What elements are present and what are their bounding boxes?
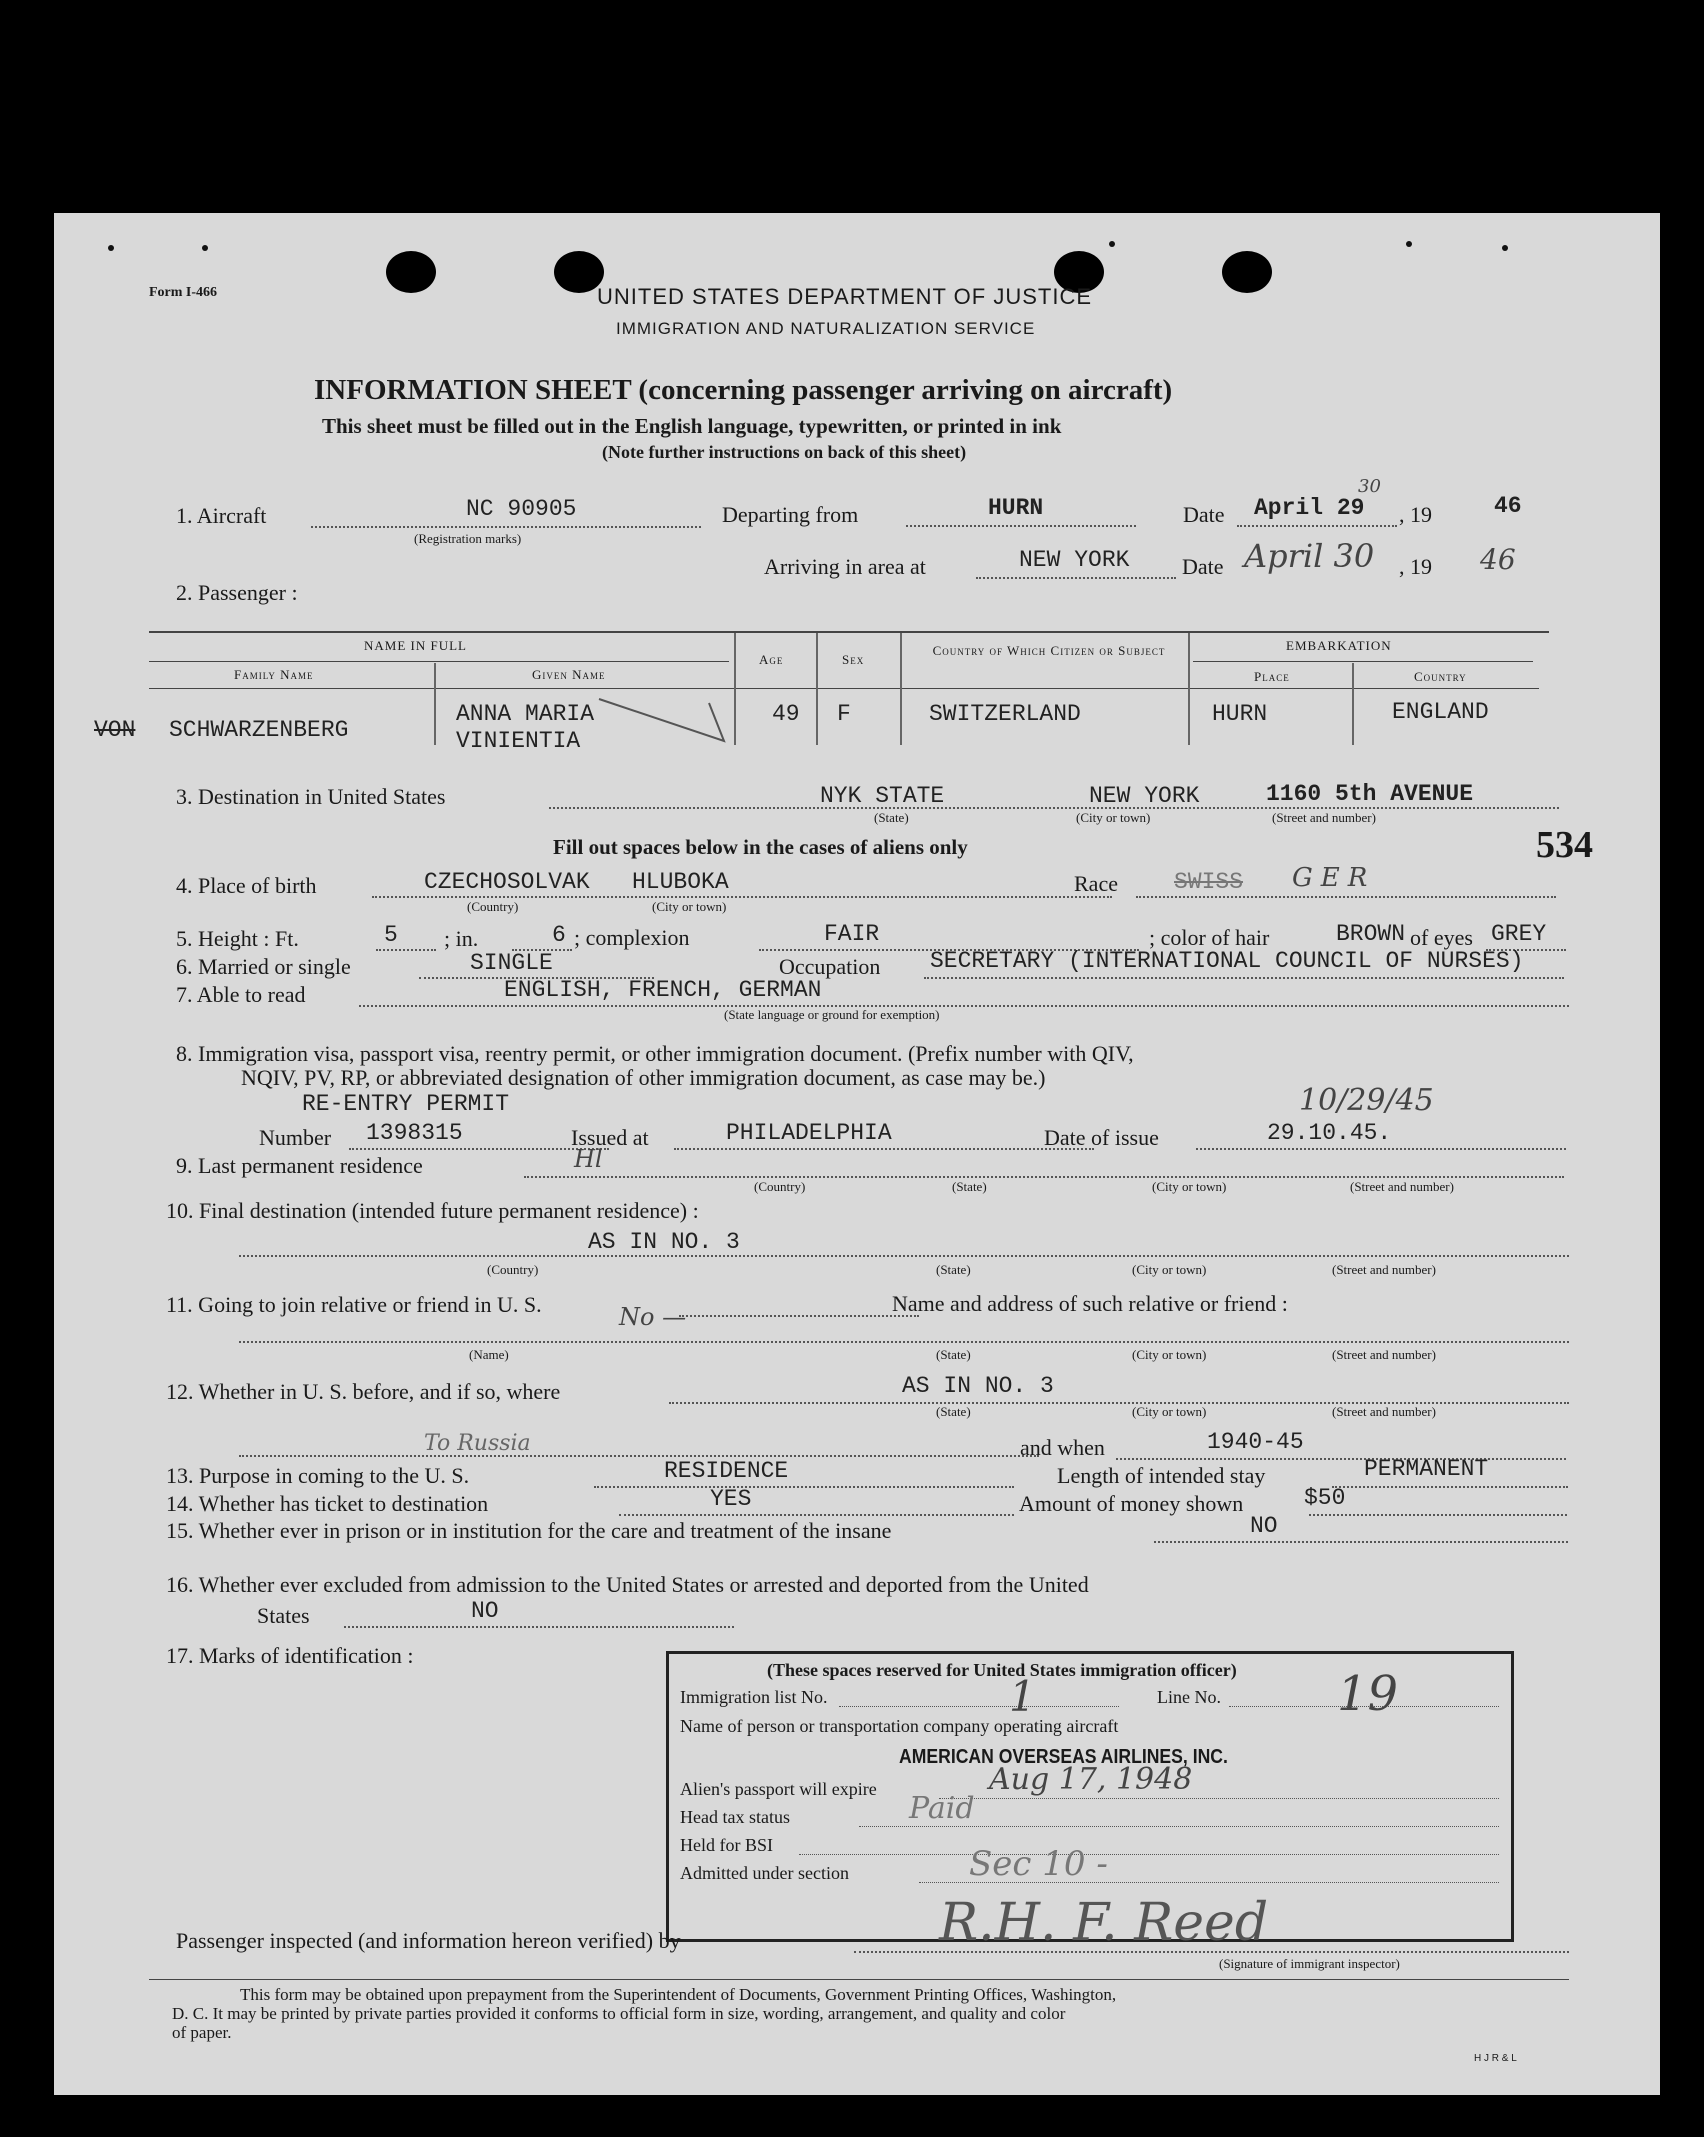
- money-label: Amount of money shown: [1019, 1491, 1244, 1516]
- place-header: Place: [1254, 669, 1290, 684]
- visa-number-label: Number: [259, 1125, 332, 1150]
- before-label: 12. Whether in U. S. before, and if so, where: [166, 1379, 561, 1404]
- residence-country-caption: (Country): [754, 1179, 806, 1194]
- prison-label: 15. Whether ever in prison or in institution for the care and treatment of the insane: [166, 1518, 892, 1543]
- issued-value: PHILADELPHIA: [726, 1120, 892, 1146]
- excluded-label-1: 16. Whether ever excluded from admission to the United States or arrested and deported from the United: [166, 1572, 1089, 1597]
- birth-city: HLUBOKA: [632, 869, 729, 895]
- before-hand-note: To Russia: [424, 1431, 531, 1456]
- before-street-caption: (Street and number): [1332, 1404, 1436, 1419]
- form-title: INFORMATION SHEET (concerning passenger arriving on aircraft): [314, 374, 1173, 406]
- aircraft-value: NC 90905: [466, 496, 577, 522]
- join-state-caption: (State): [936, 1347, 971, 1362]
- arrival-date-value: April 30: [1244, 537, 1375, 575]
- purpose-value: RESIDENCE: [664, 1458, 789, 1484]
- destination-street-caption: (Street and number): [1272, 810, 1376, 825]
- embark-country-value: ENGLAND: [1392, 699, 1489, 725]
- family-name-header: Family Name: [234, 667, 314, 682]
- visa-doc-type: RE-ENTRY PERMIT: [302, 1091, 510, 1117]
- aliens-heading: Fill out spaces below in the cases of aliens only: [553, 835, 968, 859]
- final-street-caption: (Street and number): [1332, 1262, 1436, 1277]
- residence-value: Hl: [574, 1145, 603, 1173]
- name-in-full-header: NAME IN FULL: [364, 638, 467, 653]
- citizen-value: SWITZERLAND: [929, 701, 1081, 727]
- form-sheet: [54, 213, 1660, 2095]
- given-name-value: ANNA MARIA: [456, 701, 595, 727]
- year-value: 46: [1494, 493, 1522, 519]
- height-inches: 6: [552, 922, 566, 948]
- height-feet: 5: [384, 922, 398, 948]
- aircraft-label: 1. Aircraft: [176, 503, 267, 528]
- sex-value: F: [837, 701, 851, 727]
- occupation-label: Occupation: [779, 954, 881, 979]
- join-name-caption: (Name): [469, 1347, 509, 1362]
- final-city-caption: (City or town): [1132, 1262, 1207, 1277]
- admitted-label: Admitted under section: [680, 1863, 849, 1883]
- tax-label: Head tax status: [680, 1807, 790, 1827]
- destination-state-caption: (State): [874, 810, 909, 825]
- join-value: No —: [619, 1303, 687, 1331]
- final-destination-label: 10. Final destination (intended future permanent residence) :: [166, 1198, 699, 1223]
- embarkation-header: EMBARKATION: [1286, 638, 1392, 653]
- list-label: Immigration list No.: [680, 1687, 828, 1707]
- signature-caption: (Signature of immigrant inspector): [1219, 1956, 1400, 1971]
- age-header: Age: [759, 652, 784, 667]
- family-name-value: SCHWARZENBERG: [169, 717, 349, 743]
- issue-date-hand: 10/29/45: [1299, 1083, 1434, 1118]
- final-state-caption: (State): [936, 1262, 971, 1277]
- footer-line-1: This form may be obtained upon prepayment from the Superintendent of Documents, Government Printing Offices, Washington,: [240, 1985, 1117, 2004]
- speck: [108, 245, 114, 251]
- race-struck: SWISS: [1174, 869, 1244, 895]
- destination-label: 3. Destination in United States: [176, 784, 446, 809]
- race-label: Race: [1074, 871, 1118, 896]
- before-state-caption: (State): [936, 1404, 971, 1419]
- final-destination-value: AS IN NO. 3: [588, 1229, 740, 1255]
- final-country-caption: (Country): [487, 1262, 539, 1277]
- officer-box-heading: (These spaces reserved for United States immigration officer): [767, 1660, 1237, 1680]
- ticket-value: YES: [710, 1486, 752, 1512]
- occupation-value: SECRETARY (INTERNATIONAL COUNCIL OF NURSES): [930, 948, 1524, 974]
- birth-label: 4. Place of birth: [176, 873, 317, 898]
- speck: [202, 245, 208, 251]
- married-label: 6. Married or single: [176, 954, 351, 979]
- join-street-caption: (Street and number): [1332, 1347, 1436, 1362]
- speck: [1406, 241, 1412, 247]
- list-value: 1: [1009, 1672, 1036, 1721]
- hair-value: BROWN: [1336, 921, 1406, 947]
- form-subtitle: This sheet must be filled out in the English language, typewritten, or printed in ink: [322, 414, 1062, 438]
- year-prefix: , 19: [1399, 502, 1432, 527]
- eyes-label: of eyes: [1410, 925, 1473, 950]
- read-label: 7. Able to read: [176, 982, 306, 1007]
- company-value: AMERICAN OVERSEAS AIRLINES, INC.: [899, 1746, 1228, 1768]
- complexion-label: ; complexion: [574, 925, 690, 950]
- visa-number: 1398315: [366, 1120, 463, 1146]
- arriving-value: NEW YORK: [1019, 547, 1130, 573]
- admitted-value: Sec 10 -: [969, 1844, 1108, 1884]
- stay-label: Length of intended stay: [1057, 1463, 1266, 1488]
- inches-label: ; in.: [444, 926, 479, 951]
- before-value: AS IN NO. 3: [902, 1373, 1054, 1399]
- visa-label-1: 8. Immigration visa, passport visa, reentry permit, or other immigration document. (Prefix number with QIV,: [176, 1041, 1134, 1066]
- form-note: (Note further instructions on back of this sheet): [602, 442, 967, 462]
- footer-line-2: D. C. It may be printed by private parties provided it conforms to official form in size, wording, arrangement, and quality and color: [172, 2004, 1066, 2023]
- married-value: SINGLE: [470, 950, 553, 976]
- given-name-header: Given Name: [532, 667, 606, 682]
- when-value: 1940-45: [1207, 1429, 1304, 1455]
- form-number: Form I-466: [149, 285, 218, 300]
- line-value: 19: [1337, 1666, 1399, 1722]
- race-value: GER: [1292, 863, 1376, 893]
- agency-name: UNITED STATES DEPARTMENT OF JUSTICE: [597, 284, 1093, 309]
- printer-mark: H J R & L: [1474, 2053, 1517, 2064]
- given-name-value-2: VINIENTIA: [456, 728, 581, 754]
- ticket-label: 14. Whether has ticket to destination: [166, 1491, 489, 1516]
- arrival-date-label: Date: [1182, 554, 1224, 579]
- birth-country-caption: (Country): [467, 899, 519, 914]
- country-header: Country: [1414, 669, 1467, 684]
- tax-value: Paid: [909, 1791, 975, 1826]
- read-caption: (State language or ground for exemption): [724, 1007, 940, 1022]
- date-correction: 30: [1358, 476, 1381, 497]
- passport-value: Aug 17, 1948: [989, 1762, 1193, 1797]
- join-label: 11. Going to join relative or friend in U. S.: [166, 1292, 542, 1317]
- join-name-label: Name and address of such relative or friend :: [892, 1291, 1288, 1316]
- age-value: 49: [772, 701, 800, 727]
- before-city-caption: (City or town): [1132, 1404, 1207, 1419]
- bsi-label: Held for BSI: [680, 1835, 773, 1855]
- destination-state: NYK STATE: [820, 783, 945, 809]
- sex-header: Sex: [842, 652, 865, 667]
- issue-date-value: 29.10.45.: [1267, 1120, 1392, 1146]
- eyes-value: GREY: [1491, 921, 1547, 947]
- arrival-year-value: 46: [1480, 543, 1516, 576]
- hair-label: ; color of hair: [1149, 925, 1270, 950]
- arrival-year-prefix: , 19: [1399, 554, 1432, 579]
- residence-city-caption: (City or town): [1152, 1179, 1227, 1194]
- punch-hole: [386, 251, 436, 293]
- destination-city: NEW YORK: [1089, 783, 1200, 809]
- inspector-signature: R.H. F. Reed: [939, 1893, 1269, 1953]
- departure-date-value: April 29: [1254, 495, 1365, 521]
- registration-caption: (Registration marks): [414, 531, 522, 546]
- money-value: $50: [1304, 1485, 1346, 1511]
- marks-label: 17. Marks of identification :: [166, 1643, 414, 1668]
- when-label: and when: [1020, 1435, 1105, 1460]
- embark-place-value: HURN: [1212, 701, 1268, 727]
- birth-country: CZECHOSOLVAK: [424, 869, 590, 895]
- destination-city-caption: (City or town): [1076, 810, 1151, 825]
- citizen-header: Country of Which Citizen or Subject: [932, 643, 1166, 658]
- arriving-label: Arriving in area at: [764, 554, 926, 579]
- departing-value: HURN: [988, 495, 1044, 521]
- purpose-label: 13. Purpose in coming to the U. S.: [166, 1463, 470, 1488]
- date-label: Date: [1183, 502, 1225, 527]
- company-label: Name of person or transportation company operating aircraft: [680, 1716, 1119, 1736]
- speck: [1502, 245, 1508, 251]
- speck: [1109, 241, 1115, 247]
- issue-date-label: Date of issue: [1044, 1125, 1159, 1150]
- inspected-label: Passenger inspected (and information hereon verified) by: [176, 1928, 681, 1953]
- residence-state-caption: (State): [952, 1179, 987, 1194]
- page-stamp: 534: [1536, 824, 1593, 866]
- excluded-label-2: States: [257, 1603, 310, 1628]
- complexion-value: FAIR: [824, 921, 880, 947]
- visa-label-2: NQIV, PV, RP, or abbreviated designation of other immigration document, as case may be.): [241, 1065, 1046, 1090]
- residence-label: 9. Last permanent residence: [176, 1153, 423, 1178]
- read-value: ENGLISH, FRENCH, GERMAN: [504, 977, 822, 1003]
- footer-line-3: of paper.: [172, 2023, 232, 2042]
- passenger-label: 2. Passenger :: [176, 580, 298, 605]
- stay-value: PERMANENT: [1364, 1456, 1489, 1482]
- departing-label: Departing from: [722, 502, 859, 527]
- passport-label: Alien's passport will expire: [680, 1779, 877, 1799]
- height-label: 5. Height : Ft.: [176, 926, 299, 951]
- residence-street-caption: (Street and number): [1350, 1179, 1454, 1194]
- prison-value: NO: [1250, 1513, 1278, 1539]
- issued-label: Issued at: [571, 1125, 649, 1150]
- punch-hole: [1222, 251, 1272, 293]
- join-city-caption: (City or town): [1132, 1347, 1207, 1362]
- struck-prefix: VON: [94, 717, 136, 743]
- line-label: Line No.: [1157, 1687, 1221, 1707]
- pen-mark: [594, 691, 734, 751]
- excluded-value: NO: [471, 1598, 499, 1624]
- birth-city-caption: (City or town): [652, 899, 727, 914]
- destination-street: 1160 5th AVENUE: [1266, 781, 1474, 807]
- service-name: IMMIGRATION AND NATURALIZATION SERVICE: [616, 319, 1036, 338]
